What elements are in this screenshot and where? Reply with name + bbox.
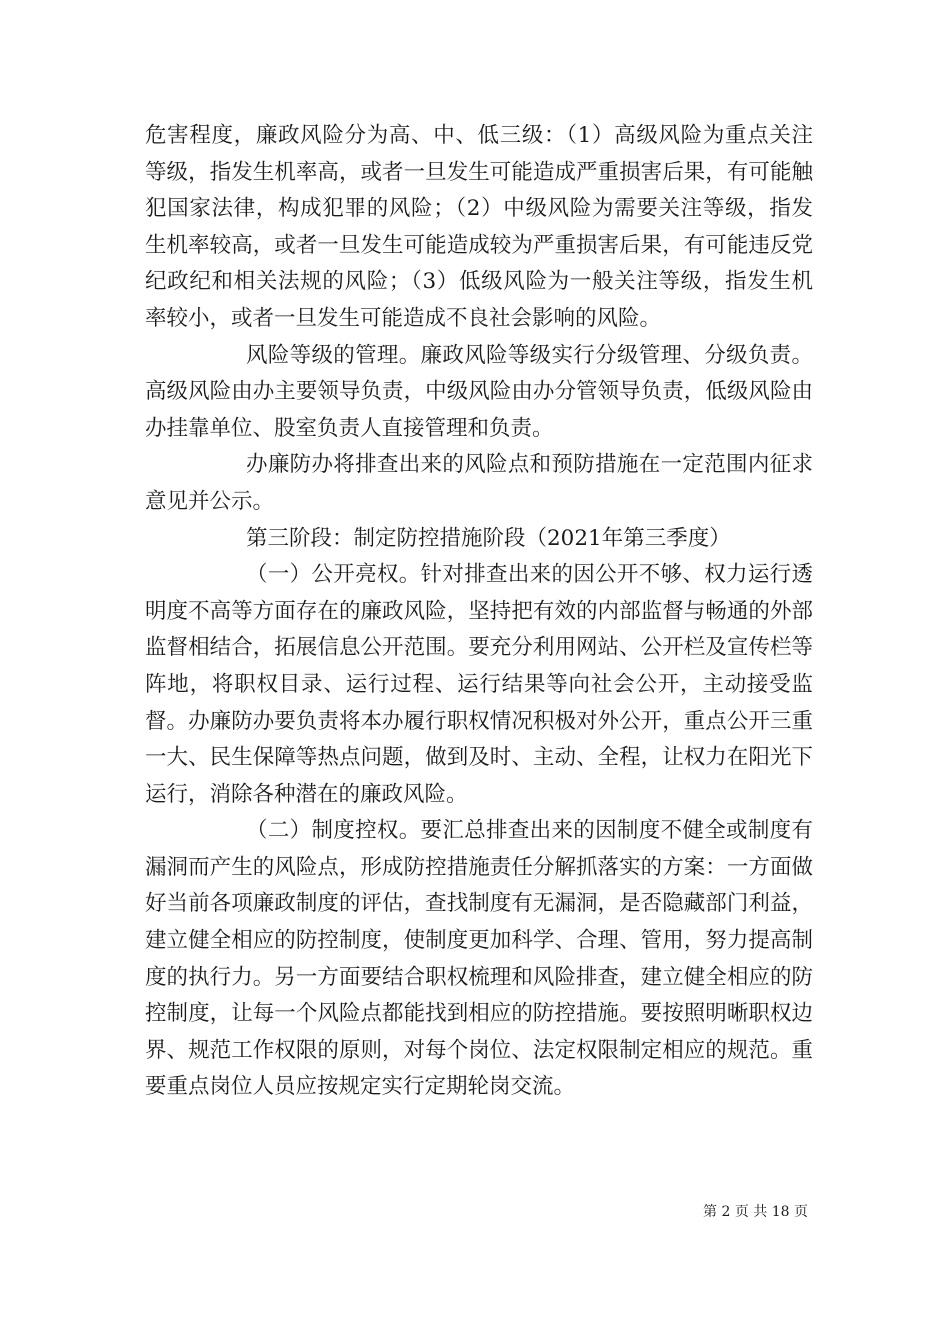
- paragraph-open-power: （一）公开亮权。针对排查出来的因公开不够、权力运行透明度不高等方面存在的廉政风险，坚持把有效的内部监督与畅通的外部监督相结合，拓展信息公开范围。要充分利用网站、公开栏及宣传栏等阵地，将职权目录、运行过程、运行结果等向社会公开，主动接受监督。办廉防办要负责将本办履行职权情况积极对外公开，重点公开三重一大、民生保障等热点问题，做到及时、主动、全程，让权力在阳光下运行，消除各种潜在的廉政风险。: [145, 562, 813, 807]
- paragraph-risk-management: 风险等级的管理。廉政风险等级实行分级管理、分级负责。高级风险由办主要领导负责，中级风险由办分管领导负责，低级风险由办挂靠单位、股室负责人直接管理和负责。: [145, 342, 813, 441]
- paragraph-risk-levels: 危害程度，廉政风险分为高、中、低三级：（1）高级风险为重点关注等级，指发生机率高，或者一旦发生可能造成严重损害后果，有可能触犯国家法律，构成犯罪的风险；（2）中级风险为需要关注等级，指发生机率较高，或者一旦发生可能造成较为严重损害后果，有可能违反党纪政纪和相关法规的风险；（3）低级风险为一般关注等级，指发生机率较小，或者一旦发生可能造成不良社会影响的风险。: [145, 123, 813, 331]
- document-body: [145, 118, 813, 1106]
- paragraph-system-control: （二）制度控权。要汇总排查出来的因制度不健全或制度有漏洞而产生的风险点，形成防控措施责任分解抓落实的方案：一方面做好当前各项廉政制度的评估，查找制度有无漏洞，是否隐藏部门利益，建立健全相应的防控制度，使制度更加科学、合理、管用，努力提高制度的执行力。另一方面要结合职权梳理和风险排查，建立健全相应的防控制度，让每一个风险点都能找到相应的防控措施。要按照明晰职权边界、规范工作权限的原则，对每个岗位、法定权限制定相应的规范。重要重点岗位人员应按规定实行定期轮岗交流。: [145, 818, 813, 1100]
- page-number-footer: 第 2 页 共 18 页: [703, 1204, 808, 1220]
- paragraph-publicity: 办廉防办将排查出来的风险点和预防措施在一定范围内征求意见并公示。: [145, 452, 813, 514]
- stage-three-heading: 第三阶段：制定防控措施阶段（2021年第三季度）: [246, 525, 731, 551]
